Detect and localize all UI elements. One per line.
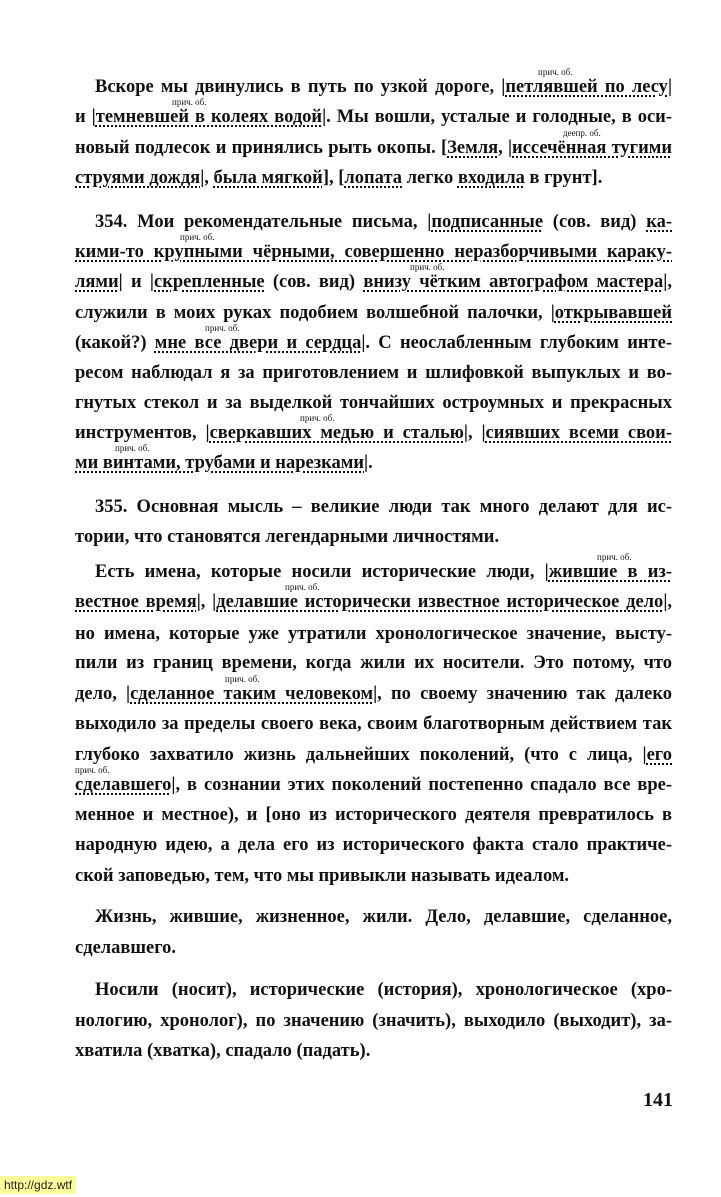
underlined-phrase: ми винтами, трубами и нарезками: [75, 453, 365, 473]
text-line: [75, 836, 672, 855]
text-segment: 355. Основная мысль – великие люди так много делают для ис-: [95, 497, 672, 517]
text-line: [95, 563, 672, 582]
underlined-phrase: темневшей в колеях водой: [95, 107, 323, 127]
text-segment: (сов. вид): [264, 272, 364, 292]
underlined-phrase: Земля: [447, 138, 499, 158]
text-line: [75, 1012, 672, 1031]
text-line: [75, 304, 672, 323]
text-line: [95, 213, 672, 232]
text-segment: и |: [75, 107, 96, 127]
underlined-phrase: была мягкой: [213, 168, 323, 188]
text-segment: Есть имена, которые носили исторические люди, |: [95, 562, 549, 582]
text-line: [95, 498, 672, 517]
text-line: [75, 454, 672, 473]
text-line: [75, 394, 672, 413]
underlined-phrase: лопата: [344, 168, 403, 188]
underlined-phrase: ка-: [646, 212, 672, 232]
text-segment: менное и местное), и [оно из исторического деятеля превратилось в: [75, 805, 672, 825]
underlined-phrase: жившие в из-: [548, 562, 672, 582]
text-segment: Носили (носит), исторические (история), хронологическое (хро-: [95, 980, 672, 1000]
text-segment: | и |: [118, 272, 154, 292]
text-segment: дело, |: [75, 684, 131, 704]
text-segment: пили из границ времени, когда жили их носители. Это потому, что: [75, 653, 672, 673]
text-line: [75, 528, 672, 547]
text-segment: |. С неослабленным глубоким инте-: [361, 333, 672, 353]
underlined-phrase: мне все двери и сердца: [154, 333, 362, 353]
underlined-phrase: струями дождя: [75, 168, 201, 188]
text-line: [75, 1042, 672, 1061]
underlined-phrase: вестное время: [75, 592, 197, 612]
text-segment: служили в моих руках подобием волшебной палочки, |: [75, 303, 555, 323]
text-line: [75, 169, 672, 188]
underlined-phrase: сиявших всеми свои-: [485, 423, 673, 443]
grammar-annotation: прич. об.: [205, 323, 240, 333]
grammar-annotation: прич. об.: [180, 232, 215, 242]
text-line: [75, 746, 672, 765]
underlined-phrase: его: [646, 745, 672, 765]
text-segment: тории, что становятся легендарными личностями.: [75, 527, 500, 547]
underlined-phrase: сделавшего: [75, 775, 172, 795]
grammar-annotation: деепр. об.: [563, 128, 601, 138]
text-segment: |: [667, 77, 673, 97]
text-segment: |, |: [196, 592, 217, 612]
text-segment: |,: [200, 168, 214, 188]
text-segment: ской заповедью, тем, что мы привыкли называть идеалом.: [75, 866, 570, 886]
text-segment: выходило за пределы своего века, своим благотворным действием так: [75, 714, 672, 734]
grammar-annotation: прич. об.: [300, 413, 335, 423]
grammar-annotation: прич. об.: [597, 552, 632, 562]
text-line: [95, 908, 672, 927]
text-segment: гнутых стекол и за выделкой тончайших остроумных и прекрасных: [75, 393, 672, 413]
watermark-link[interactable]: http://gdz.wtf: [0, 1176, 76, 1194]
text-segment: Жизнь, жившие, жизненное, жили. Дело, делавшие, сделанное,: [95, 907, 672, 927]
text-segment: Вскоре мы двинулись в путь по узкой дороге, |: [95, 77, 506, 97]
text-line: [75, 625, 672, 644]
underlined-phrase: лями: [75, 272, 119, 292]
text-line: [75, 139, 672, 158]
text-segment: |, по своему значению так далеко: [373, 684, 672, 704]
text-segment: нологию, хронолог), по значению (значить), выходило (выходит), за-: [75, 1011, 672, 1031]
underlined-phrase: сверкавших медью и сталью: [209, 423, 464, 443]
text-segment: глубоко захватило жизнь дальнейших поколений, (что с лица, |: [75, 745, 647, 765]
text-segment: |.: [364, 453, 373, 473]
text-line: [75, 654, 672, 673]
text-line: [75, 108, 672, 127]
grammar-annotation: прич. об.: [115, 443, 150, 453]
underlined-phrase: внизу чётким автографом мастера: [363, 272, 664, 292]
text-segment: народную идею, а дела его из исторического факта стало практиче-: [75, 835, 672, 855]
grammar-annotation: прич. об.: [538, 67, 573, 77]
text-segment: |. Мы вошли, усталые и голодные, в оси-: [322, 107, 672, 127]
text-line: [75, 776, 672, 795]
text-line: [95, 981, 672, 1000]
grammar-annotation: прич. об.: [75, 765, 110, 775]
text-segment: |,: [663, 272, 672, 292]
text-line: [75, 685, 672, 704]
text-segment: в грунт].: [524, 168, 603, 188]
text-segment: (сов. вид): [543, 212, 647, 232]
grammar-annotation: прич. об.: [285, 582, 320, 592]
underlined-phrase: делавшие исторически известное историческое дело: [216, 592, 664, 612]
text-line: [75, 364, 672, 383]
text-segment: сделавшего.: [75, 938, 177, 958]
text-segment: |, |: [463, 423, 486, 443]
text-line: [95, 78, 672, 97]
text-line: [75, 806, 672, 825]
text-segment: новый подлесок и принялись рыть окопы. [: [75, 138, 448, 158]
page-number: 141: [643, 1089, 673, 1111]
underlined-phrase: подписанные: [431, 212, 544, 232]
text-segment: |,: [663, 592, 673, 612]
text-segment: (какой?): [75, 333, 155, 353]
text-segment: легко: [402, 168, 458, 188]
underlined-phrase: сделанное таким человеком: [130, 684, 374, 704]
grammar-annotation: прич. об.: [410, 262, 445, 272]
text-segment: ресом наблюдал я за приготовлением и шлифовкой выпуклых и во-: [75, 363, 672, 383]
text-line: [75, 243, 672, 262]
text-line: [75, 715, 672, 734]
text-segment: ], [: [322, 168, 345, 188]
text-segment: |, в сознании этих поколений постепенно спадало все вре-: [171, 775, 672, 795]
underlined-phrase: петлявшей по лесу: [505, 77, 668, 97]
grammar-annotation: прич. об.: [172, 97, 207, 107]
text-segment: , |: [498, 138, 513, 158]
text-segment: хватила (хватка), спадало (падать).: [75, 1041, 371, 1061]
text-segment: но имена, которые уже утратили хронологическое значение, высту-: [75, 624, 672, 644]
underlined-phrase: скрепленные: [154, 272, 265, 292]
text-line: [75, 334, 672, 353]
text-line: [75, 939, 672, 958]
underlined-phrase: открывавшей: [554, 303, 672, 323]
text-segment: 354. Мои рекомендательные письма, |: [95, 212, 432, 232]
text-line: [75, 273, 672, 292]
text-segment: инструментов, |: [75, 423, 210, 443]
text-line: [75, 593, 672, 612]
text-line: [75, 867, 672, 886]
grammar-annotation: прич. об.: [225, 674, 260, 684]
underlined-phrase: кими-то крупными чёрными, совершенно неразборчивыми караку-: [75, 242, 672, 262]
text-line: [75, 424, 672, 443]
underlined-phrase: иссечённая тугими: [512, 138, 672, 158]
underlined-phrase: входила: [457, 168, 525, 188]
